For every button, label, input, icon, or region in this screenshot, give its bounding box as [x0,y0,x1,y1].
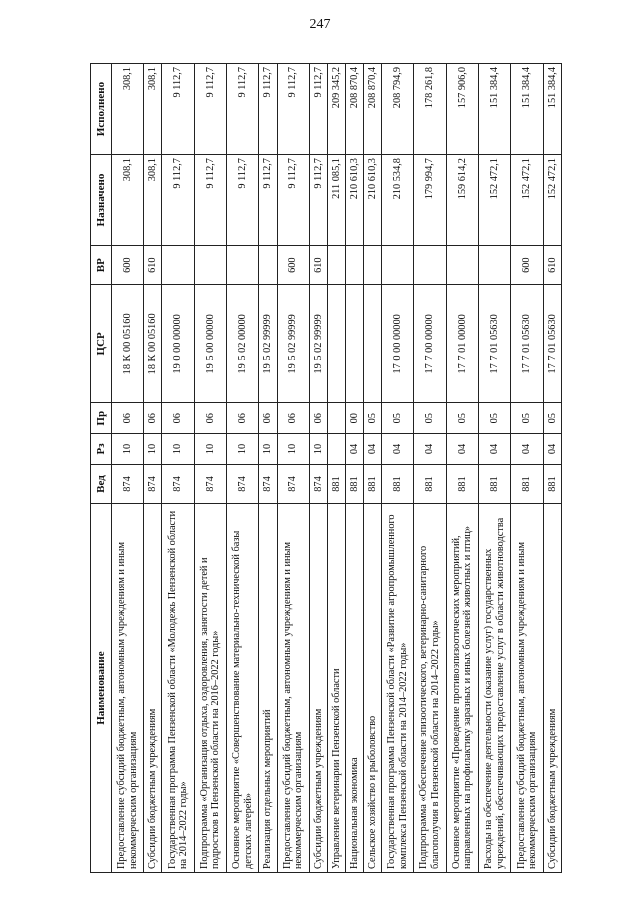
header-ved: Вед [91,464,112,503]
cell-ved: 874 [309,464,327,503]
cell-vr [414,246,446,285]
cell-csr: 18 К 00 05160 [144,285,162,403]
cell-name: Предоставление субсидий бюджетным, автономным учреждениям и иным некоммерческим организациям [511,504,543,873]
cell-rz: 04 [414,434,446,465]
cell-vr [227,246,259,285]
page-number: 247 [309,17,331,32]
cell-ved: 881 [414,464,446,503]
cell-csr: 19 5 00 00000 [194,285,226,403]
cell-rz: 04 [479,434,511,465]
cell-executed: 9 112,7 [162,64,194,155]
cell-vr [162,246,194,285]
cell-name: Основное мероприятие «Проведение противоэпизоотических мероприятий, направленных на профилактику заразных и иных болезней животных и птиц» [446,504,478,873]
table-row [511,64,543,873]
cell-vr [194,246,226,285]
cell-executed: 157 906,0 [446,64,478,155]
table-row [327,64,345,873]
cell-pr: 05 [414,403,446,434]
cell-name: Подпрограмма «Обеспечение эпизоотического, ветеринарно-санитарного благополучия в Пензенской области на 2014–2022 годы» [414,504,446,873]
cell-pr: 00 [345,403,363,434]
cell-rz: 10 [194,434,226,465]
cell-name: Субсидии бюджетным учреждениям [543,504,561,873]
cell-csr: 17 7 01 00000 [446,285,478,403]
cell-assigned: 210 610,3 [363,155,381,246]
cell-executed: 178 261,8 [414,64,446,155]
cell-vr: 610 [309,246,327,285]
cell-executed: 308,1 [112,64,144,155]
table-row [162,64,194,873]
cell-assigned: 211 085,1 [327,155,345,246]
cell-vr [259,246,277,285]
cell-ved: 881 [543,464,561,503]
cell-rz: 04 [363,434,381,465]
table-row [259,64,277,873]
cell-ved: 874 [162,464,194,503]
cell-ved: 881 [511,464,543,503]
cell-csr: 18 К 00 05160 [112,285,144,403]
cell-pr: 06 [259,403,277,434]
cell-csr [345,285,363,403]
cell-name: Субсидии бюджетным учреждениям [309,504,327,873]
table-row [479,64,511,873]
cell-vr: 610 [543,246,561,285]
cell-executed: 208 794,9 [381,64,413,155]
table-body [112,64,562,873]
cell-executed: 9 112,7 [227,64,259,155]
cell-name: Предоставление субсидий бюджетным, автономным учреждениям и иным некоммерческим организациям [277,504,309,873]
cell-pr: 06 [277,403,309,434]
cell-ved: 874 [227,464,259,503]
cell-assigned: 210 534,8 [381,155,413,246]
cell-vr [479,246,511,285]
cell-executed: 208 870,4 [363,64,381,155]
cell-rz: 04 [511,434,543,465]
cell-rz: 10 [309,434,327,465]
cell-ved: 874 [194,464,226,503]
cell-csr: 19 5 02 00000 [227,285,259,403]
cell-name: Предоставление субсидий бюджетным, автономным учреждениям и иным некоммерческим организациям [112,504,144,873]
cell-vr: 610 [144,246,162,285]
cell-vr [363,246,381,285]
cell-pr: 06 [112,403,144,434]
cell-executed: 308,1 [144,64,162,155]
cell-ved: 881 [327,464,345,503]
table-row [144,64,162,873]
cell-pr: 05 [381,403,413,434]
cell-ved: 881 [446,464,478,503]
cell-csr: 17 7 01 05630 [479,285,511,403]
cell-pr [327,403,345,434]
cell-csr: 19 5 02 99999 [309,285,327,403]
cell-rz: 04 [381,434,413,465]
cell-rz: 10 [277,434,309,465]
cell-rz: 10 [259,434,277,465]
cell-ved: 881 [345,464,363,503]
table-row [112,64,144,873]
cell-name: Подпрограмма «Организация отдыха, оздоровления, занятости детей и подростков в Пензенской области на 2016–2022 годы» [194,504,226,873]
cell-ved: 874 [144,464,162,503]
table-row [381,64,413,873]
cell-executed: 9 112,7 [259,64,277,155]
cell-assigned: 9 112,7 [162,155,194,246]
cell-csr [327,285,345,403]
cell-executed: 151 384,4 [479,64,511,155]
cell-assigned: 9 112,7 [259,155,277,246]
cell-name: Сельское хозяйство и рыболовство [363,504,381,873]
cell-executed: 208 870,4 [345,64,363,155]
table-header-row [91,64,112,873]
cell-csr: 19 0 00 00000 [162,285,194,403]
cell-pr: 06 [144,403,162,434]
cell-vr: 600 [277,246,309,285]
cell-pr: 05 [511,403,543,434]
cell-assigned: 152 472,1 [479,155,511,246]
cell-csr: 19 5 02 99999 [259,285,277,403]
cell-pr: 06 [309,403,327,434]
cell-assigned: 308,1 [112,155,144,246]
cell-ved: 881 [479,464,511,503]
cell-assigned: 9 112,7 [277,155,309,246]
table-row [446,64,478,873]
cell-csr [363,285,381,403]
header-vr: ВР [91,246,112,285]
table-row [194,64,226,873]
cell-name: Государственная программа Пензенской области «Развитие агропромышленного комплекса Пензенской области на 2014–2022 годы» [381,504,413,873]
table-row [345,64,363,873]
header-rz: Рз [91,434,112,465]
cell-csr: 17 7 00 00000 [414,285,446,403]
cell-name: Управление ветеринарии Пензенской области [327,504,345,873]
cell-csr: 17 7 01 05630 [511,285,543,403]
cell-vr: 600 [112,246,144,285]
cell-name: Расходы на обеспечение деятельности (оказание услуг) государственных учреждений, обеспечивающих предоставление услуг в области животноводства [479,504,511,873]
cell-name: Национальная экономика [345,504,363,873]
cell-executed: 151 384,4 [511,64,543,155]
header-pr: Пр [91,403,112,434]
cell-assigned: 152 472,1 [511,155,543,246]
cell-pr: 06 [227,403,259,434]
cell-executed: 209 345,2 [327,64,345,155]
cell-ved: 874 [112,464,144,503]
cell-name: Основное мероприятие «Совершенствование материально-технической базы детских лагерей» [227,504,259,873]
cell-vr [446,246,478,285]
cell-assigned: 9 112,7 [227,155,259,246]
cell-rz: 10 [227,434,259,465]
cell-pr: 05 [479,403,511,434]
cell-assigned: 159 614,2 [446,155,478,246]
cell-ved: 874 [277,464,309,503]
budget-table [90,63,562,873]
cell-pr: 06 [162,403,194,434]
cell-vr [345,246,363,285]
cell-csr: 17 0 00 00000 [381,285,413,403]
cell-rz [327,434,345,465]
cell-rz: 10 [144,434,162,465]
cell-vr [381,246,413,285]
table-row [414,64,446,873]
cell-rz: 04 [543,434,561,465]
cell-vr: 600 [511,246,543,285]
cell-ved: 881 [381,464,413,503]
table-row [543,64,561,873]
cell-executed: 151 384,4 [543,64,561,155]
header-assigned: Назначено [91,155,112,246]
cell-ved: 881 [363,464,381,503]
cell-name: Реализация отдельных мероприятий [259,504,277,873]
cell-csr: 19 5 02 99999 [277,285,309,403]
cell-rz: 04 [446,434,478,465]
cell-assigned: 9 112,7 [194,155,226,246]
cell-assigned: 210 610,3 [345,155,363,246]
cell-rz: 10 [162,434,194,465]
cell-pr: 05 [446,403,478,434]
table-row [309,64,327,873]
table-row [227,64,259,873]
cell-pr: 06 [194,403,226,434]
cell-executed: 9 112,7 [277,64,309,155]
header-executed: Исполнено [91,64,112,155]
cell-assigned: 308,1 [144,155,162,246]
cell-ved: 874 [259,464,277,503]
cell-executed: 9 112,7 [194,64,226,155]
header-name: Наименование [91,504,112,873]
cell-name: Субсидии бюджетным учреждениям [144,504,162,873]
header-csr: ЦСР [91,285,112,403]
table-row [363,64,381,873]
cell-assigned: 179 994,7 [414,155,446,246]
cell-pr: 05 [543,403,561,434]
cell-vr [327,246,345,285]
cell-csr: 17 7 01 05630 [543,285,561,403]
cell-rz: 10 [112,434,144,465]
table-row [277,64,309,873]
cell-pr: 05 [363,403,381,434]
cell-name: Государственная программа Пензенской области «Молодежь Пензенской области на 2014–2022 годы» [162,504,194,873]
cell-rz: 04 [345,434,363,465]
cell-executed: 9 112,7 [309,64,327,155]
cell-assigned: 152 472,1 [543,155,561,246]
rotated-table-container [90,63,562,873]
cell-assigned: 9 112,7 [309,155,327,246]
